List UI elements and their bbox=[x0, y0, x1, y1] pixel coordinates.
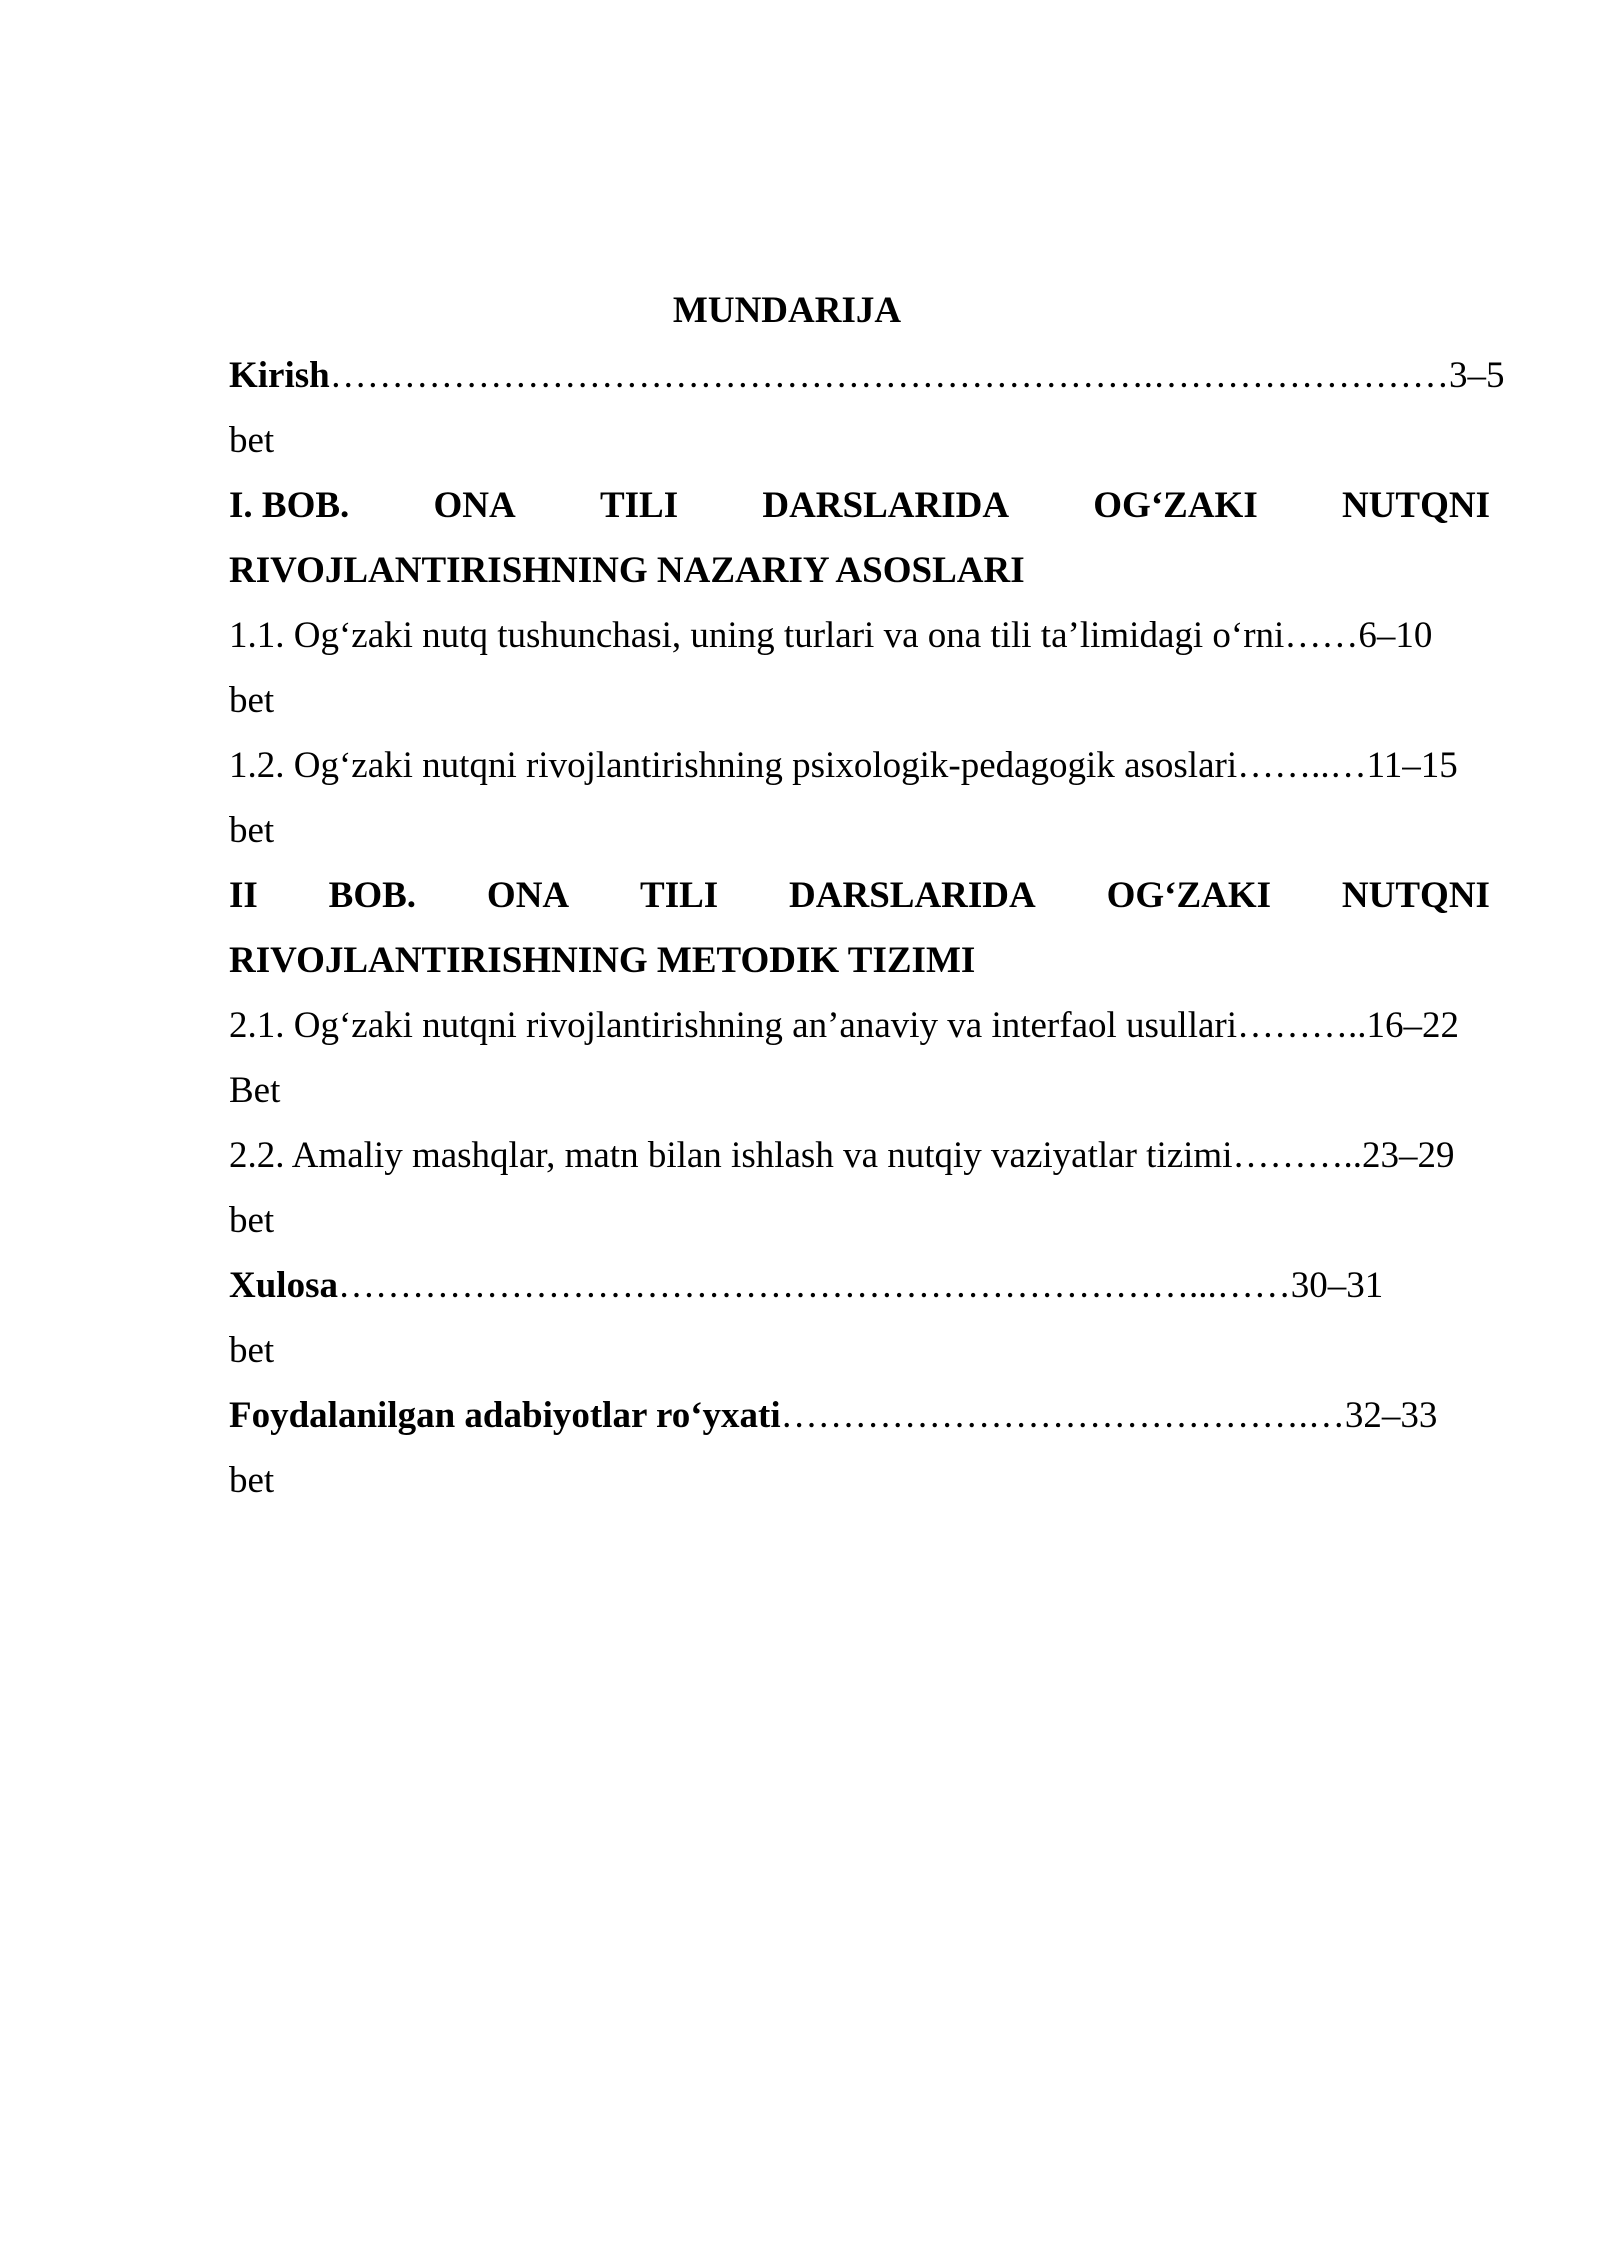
toc-leader-dots: ……….. bbox=[1232, 1135, 1362, 1176]
toc-page-unit: bet bbox=[229, 1200, 275, 1241]
heading-word: TILI bbox=[640, 875, 719, 916]
toc-page-range: 16–22 bbox=[1366, 1005, 1459, 1046]
toc-entry-line bbox=[229, 343, 1505, 408]
toc-page-range: 30–31 bbox=[1290, 1265, 1384, 1306]
heading-word: DARSLARIDA bbox=[762, 485, 1010, 526]
chapter-heading-continuation: RIVOJLANTIRISHNING METODIK TIZIMI bbox=[229, 940, 976, 981]
heading-word: II bbox=[229, 875, 258, 916]
toc-leader-dots: ………………………………………………………….…………………… bbox=[329, 355, 1449, 396]
heading-word: BOB. bbox=[328, 875, 417, 916]
toc-entry-line bbox=[229, 1383, 1490, 1448]
heading-word: I. BOB. bbox=[229, 485, 350, 526]
toc-entry-label: Foydalanilgan adabiyotlar ro‘yxati bbox=[229, 1395, 781, 1436]
toc-page-range: 11–15 bbox=[1366, 745, 1458, 786]
heading-word: ONA bbox=[433, 485, 516, 526]
toc-entry-line bbox=[229, 733, 1490, 798]
toc-entry-line bbox=[229, 1253, 1490, 1318]
toc-entry-label: Kirish bbox=[229, 355, 330, 396]
toc-entry-2-1 bbox=[229, 993, 1490, 1123]
toc-chapter-heading-1 bbox=[229, 473, 1490, 603]
heading-word: NUTQNI bbox=[1341, 875, 1490, 916]
toc-leader-dots: …… bbox=[1284, 615, 1359, 656]
toc-entry-2-2 bbox=[229, 1123, 1490, 1253]
toc-entry-line bbox=[229, 993, 1490, 1058]
toc-entry-1-1 bbox=[229, 603, 1490, 733]
page-title: MUNDARIJA bbox=[672, 290, 902, 331]
toc-page-unit: bet bbox=[229, 680, 275, 721]
heading-word: ONA bbox=[486, 875, 570, 916]
toc-leader-dots: ……….. bbox=[1237, 1005, 1367, 1046]
toc-entry-line bbox=[229, 1123, 1490, 1188]
toc-entry-kirish bbox=[229, 343, 1505, 473]
toc-leader-dots: ……………………………………………………………...…… bbox=[337, 1265, 1291, 1306]
heading-word: TILI bbox=[599, 485, 679, 526]
toc-chapter-heading-2 bbox=[229, 863, 1490, 993]
heading-word: OG‘ZAKI bbox=[1106, 875, 1272, 916]
toc-entry-label: 2.1. Og‘zaki nutqni rivojlantirishning an’anaviy va interfaol usullari bbox=[229, 1005, 1237, 1046]
toc-entry-references bbox=[229, 1383, 1490, 1513]
chapter-heading-line bbox=[229, 473, 1490, 538]
toc-page-range: 6–10 bbox=[1358, 615, 1433, 656]
toc-entry-label: Xulosa bbox=[229, 1265, 338, 1306]
toc-leader-dots: ……..… bbox=[1237, 745, 1367, 786]
toc-page-unit: bet bbox=[229, 1460, 275, 1501]
toc-page-range: 32–33 bbox=[1344, 1395, 1438, 1436]
toc-page-unit: bet bbox=[229, 420, 275, 461]
heading-word: NUTQNI bbox=[1341, 485, 1490, 526]
toc-entry-xulosa bbox=[229, 1253, 1490, 1383]
toc-entry-label: 1.1. Og‘zaki nutq tushunchasi, uning turlari va ona tili ta’limidagi o‘rni bbox=[229, 615, 1285, 656]
toc-page-unit: bet bbox=[229, 810, 275, 851]
toc-leader-dots: …………………………………….… bbox=[780, 1395, 1345, 1436]
toc-entry-line bbox=[229, 603, 1490, 668]
heading-word: OG‘ZAKI bbox=[1093, 485, 1258, 526]
toc-page-range: 23–29 bbox=[1361, 1135, 1455, 1176]
toc-entry-label: 1.2. Og‘zaki nutqni rivojlantirishning psixologik-pedagogik asoslari bbox=[229, 745, 1238, 786]
table-of-contents bbox=[229, 278, 1505, 1513]
toc-page-unit: bet bbox=[229, 1330, 275, 1371]
toc-page-unit: Bet bbox=[229, 1070, 281, 1111]
toc-page-range: 3–5 bbox=[1449, 355, 1505, 396]
chapter-heading-continuation: RIVOJLANTIRISHNING NAZARIY ASOSLARI bbox=[229, 550, 1025, 591]
chapter-heading-line bbox=[229, 863, 1490, 928]
toc-entry-label: 2.2. Amaliy mashqlar, matn bilan ishlash va nutqiy vaziyatlar tizimi bbox=[229, 1135, 1233, 1176]
toc-entry-1-2 bbox=[229, 733, 1490, 863]
heading-word: DARSLARIDA bbox=[789, 875, 1036, 916]
